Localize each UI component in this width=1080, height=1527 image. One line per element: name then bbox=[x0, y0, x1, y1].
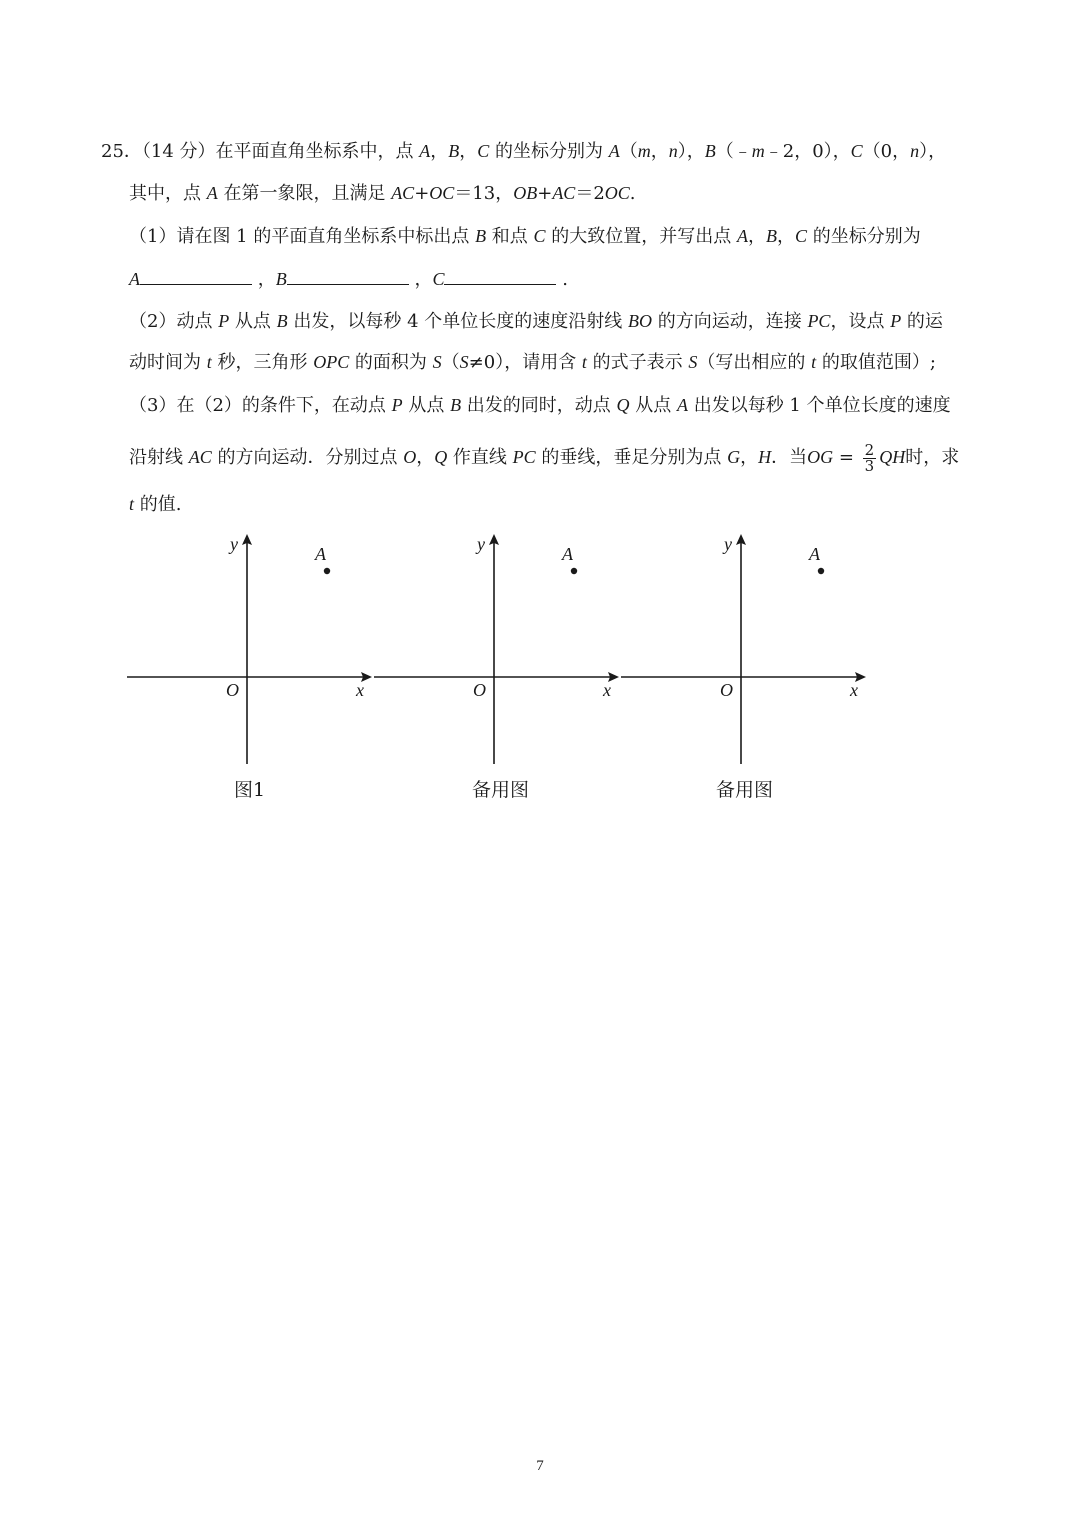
part1-answer-blanks: A ，B ，C . bbox=[129, 269, 568, 290]
point-a-label: A bbox=[809, 544, 820, 564]
part2-line2: 动时间为 t 秒，三角形 OPC 的面积为 S（S≠0），请用含 t 的式子表示 S（写出相应的 t 的取值范围）; bbox=[129, 352, 936, 373]
y-axis-label: y bbox=[477, 534, 485, 554]
part3-line2: 沿射线 AC 的方向运动．分别过点 O，Q 作直线 PC 的垂线，垂足分别为点 G，H．当OG = $\frac{2}{3}$ QH时，求 bbox=[129, 440, 960, 475]
origin-label: O bbox=[720, 680, 733, 700]
figure-2 bbox=[374, 530, 619, 770]
figure-3-caption: 备用图 bbox=[716, 779, 774, 801]
y-axis-label: y bbox=[724, 534, 732, 554]
fraction-two-thirds: $\frac{2}{3}$ bbox=[864, 440, 875, 475]
question-score: （14 分） bbox=[141, 141, 216, 162]
question-stem-line2: 其中，点 A 在第一象限，且满足 AC+OC＝13，OB+AC＝2OC. bbox=[129, 183, 636, 204]
answer-blank-c[interactable] bbox=[444, 268, 556, 285]
point-a bbox=[571, 568, 577, 574]
question-stem-line1: 25．（14 分）在平面直角坐标系中，点 A，B，C 的坐标分别为 A（m，n），B（﹣m﹣2，0），C（0，n）， bbox=[101, 141, 947, 162]
x-axis-label: x bbox=[603, 680, 611, 700]
origin-label: O bbox=[226, 680, 239, 700]
x-axis-label: x bbox=[356, 680, 364, 700]
origin-label: O bbox=[473, 680, 486, 700]
figure-1 bbox=[127, 530, 372, 770]
part1-line1: （1）请在图 1 的平面直角坐标系中标出点 B 和点 C 的大致位置，并写出点 A，B，C 的坐标分别为 bbox=[129, 226, 921, 247]
part3-line1: （3）在（2）的条件下，在动点 P 从点 B 出发的同时，动点 Q 从点 A 出发以每秒 1 个单位长度的速度 bbox=[129, 395, 951, 416]
part2-line1: （2）动点 P 从点 B 出发，以每秒 4 个单位长度的速度沿射线 BO 的方向运动，连接 PC，设点 P 的运 bbox=[129, 311, 943, 332]
point-a bbox=[818, 568, 824, 574]
page-number: 7 bbox=[536, 1458, 544, 1474]
x-axis-label: x bbox=[850, 680, 858, 700]
point-a-label: A bbox=[562, 544, 573, 564]
figure-3 bbox=[621, 530, 866, 770]
point-a-label: A bbox=[315, 544, 326, 564]
figure-1-caption: 图1 bbox=[234, 779, 266, 801]
y-axis-label: y bbox=[230, 534, 238, 554]
figure-2-caption: 备用图 bbox=[472, 779, 530, 801]
part3-line3: t 的值. bbox=[129, 494, 182, 515]
answer-blank-b[interactable] bbox=[287, 268, 409, 285]
point-a bbox=[324, 568, 330, 574]
question-number: 25． bbox=[101, 141, 142, 162]
answer-blank-a[interactable] bbox=[140, 268, 252, 285]
